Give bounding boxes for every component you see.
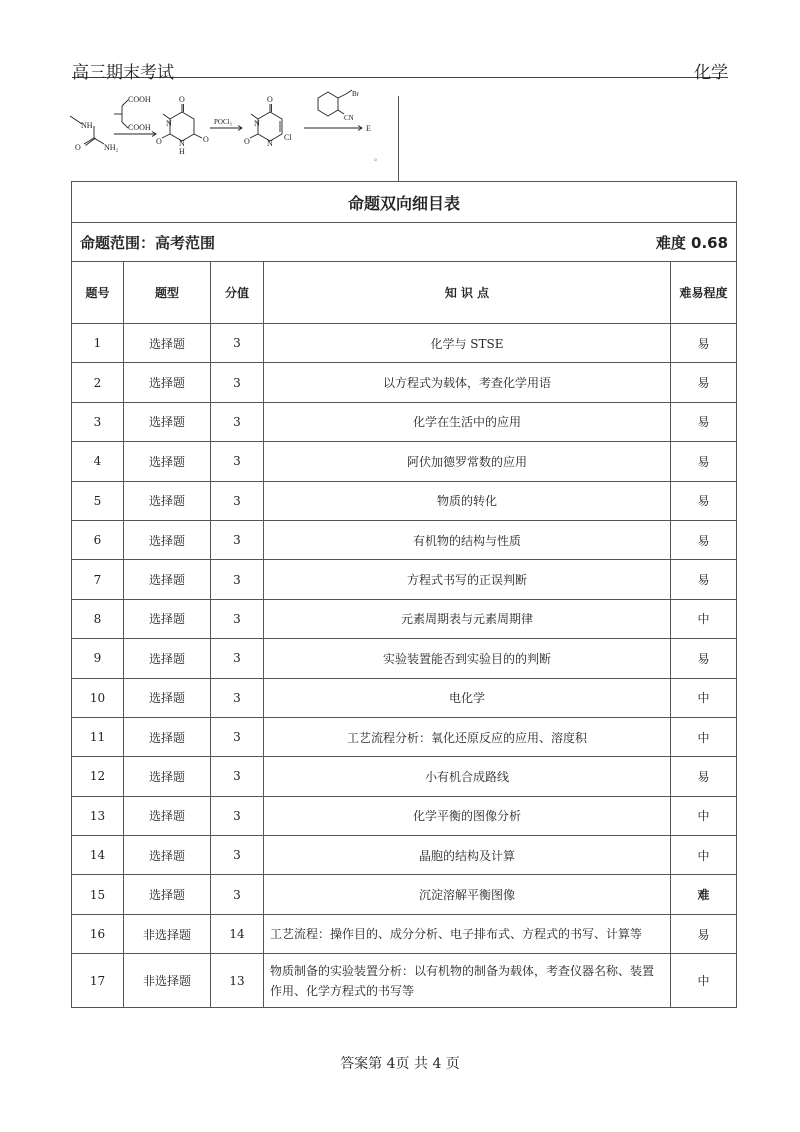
cell-knowledge: 晶胞的结构及计算	[264, 836, 671, 875]
scheme-label-o2: O	[179, 95, 185, 104]
cell-question-no: 2	[72, 363, 124, 402]
cell-knowledge: 有机物的结构与性质	[264, 520, 671, 559]
cell-difficulty: 易	[671, 402, 737, 441]
cell-difficulty: 易	[671, 914, 737, 953]
cell-knowledge: 沉淀溶解平衡图像	[264, 875, 671, 914]
header-no: 题号	[72, 262, 124, 324]
scheme-label-cl: Cl	[284, 133, 292, 142]
cell-score: 3	[211, 757, 264, 796]
cell-question-type: 选择题	[124, 678, 211, 717]
cell-difficulty: 中	[671, 954, 737, 1008]
cell-question-no: 17	[72, 954, 124, 1008]
cell-question-no: 14	[72, 836, 124, 875]
cell-knowledge: 以方程式为载体，考查化学用语	[264, 363, 671, 402]
scheme-label-n2: N	[179, 139, 185, 148]
scheme-label-o4: O	[203, 135, 209, 144]
scheme-label-br: Br	[352, 90, 359, 98]
scheme-label-e: E	[366, 124, 371, 133]
cell-difficulty: 易	[671, 757, 737, 796]
cell-knowledge: 电化学	[264, 678, 671, 717]
cell-score: 13	[211, 954, 264, 1008]
cell-score: 3	[211, 402, 264, 441]
table-row	[72, 402, 737, 441]
table-row	[72, 481, 737, 520]
cell-score: 3	[211, 363, 264, 402]
cell-question-type: 选择题	[124, 363, 211, 402]
header-score: 分值	[211, 262, 264, 324]
cell-score: 3	[211, 481, 264, 520]
cell-difficulty: 易	[671, 481, 737, 520]
scheme-label-cooh2: COOH	[128, 123, 151, 132]
cell-difficulty: 易	[671, 363, 737, 402]
cell-knowledge: 阿伏加德罗常数的应用	[264, 442, 671, 481]
scheme-label-o1: O	[75, 143, 81, 152]
cell-difficulty: 中	[671, 678, 737, 717]
cell-question-type: 非选择题	[124, 914, 211, 953]
reaction-scheme	[64, 88, 404, 178]
cell-score: 3	[211, 560, 264, 599]
table-row	[72, 717, 737, 756]
cell-score: 3	[211, 678, 264, 717]
cell-question-type: 选择题	[124, 520, 211, 559]
cell-difficulty: 易	[671, 560, 737, 599]
scheme-label-cooh1: COOH	[128, 95, 151, 104]
cell-question-type: 选择题	[124, 639, 211, 678]
cell-score: 3	[211, 836, 264, 875]
table-row	[72, 599, 737, 638]
cell-question-type: 选择题	[124, 560, 211, 599]
cell-score: 3	[211, 639, 264, 678]
table-row	[72, 678, 737, 717]
scheme-label-nh2: NH₂	[104, 143, 119, 152]
scheme-label-n3: N	[254, 119, 260, 128]
cell-difficulty: 易	[671, 520, 737, 559]
cell-question-type: 选择题	[124, 324, 211, 363]
cell-question-type: 选择题	[124, 757, 211, 796]
table-row	[72, 324, 737, 363]
difficulty-label: 难度 0.68	[264, 223, 737, 262]
table-row	[72, 836, 737, 875]
cell-question-no: 8	[72, 599, 124, 638]
cell-question-no: 4	[72, 442, 124, 481]
cell-question-no: 9	[72, 639, 124, 678]
cell-knowledge: 物质的转化	[264, 481, 671, 520]
scheme-label-nh: NH	[81, 121, 93, 130]
cell-knowledge: 化学在生活中的应用	[264, 402, 671, 441]
table-row	[72, 954, 737, 1008]
exam-title: 高三期末考试	[72, 63, 174, 83]
scheme-label-o3: O	[156, 137, 162, 146]
cell-knowledge: 工艺流程分析：氧化还原反应的应用、溶度积	[264, 717, 671, 756]
table-row	[72, 560, 737, 599]
page-header	[72, 56, 728, 83]
cell-knowledge: 元素周期表与元素周期律	[264, 599, 671, 638]
header-knowledge: 知 识 点	[264, 262, 671, 324]
cell-question-type: 选择题	[124, 402, 211, 441]
cell-score: 3	[211, 717, 264, 756]
cell-question-no: 5	[72, 481, 124, 520]
table-row	[72, 442, 737, 481]
cell-question-no: 12	[72, 757, 124, 796]
scheme-label-o6: O	[244, 137, 250, 146]
cell-question-type: 选择题	[124, 599, 211, 638]
cell-question-type: 选择题	[124, 442, 211, 481]
cell-difficulty: 中	[671, 599, 737, 638]
cell-question-no: 15	[72, 875, 124, 914]
scope-label: 命题范围：高考范围	[72, 223, 264, 262]
cell-difficulty: 中	[671, 796, 737, 835]
cell-score: 14	[211, 914, 264, 953]
cell-difficulty: 易	[671, 324, 737, 363]
scheme-label-o5: O	[267, 95, 273, 104]
cell-knowledge: 化学平衡的图像分析	[264, 796, 671, 835]
cell-question-no: 10	[72, 678, 124, 717]
table-row	[72, 757, 737, 796]
cell-question-no: 13	[72, 796, 124, 835]
table-row	[72, 520, 737, 559]
scheme-label-cn: CN	[344, 114, 354, 122]
cell-knowledge: 小有机合成路线	[264, 757, 671, 796]
table-row	[72, 639, 737, 678]
table-header-row	[72, 262, 737, 324]
cell-score: 3	[211, 520, 264, 559]
subject-label: 化学	[694, 63, 728, 83]
cell-question-no: 1	[72, 324, 124, 363]
cell-difficulty: 易	[671, 639, 737, 678]
spec-table	[71, 181, 736, 1008]
cell-question-type: 非选择题	[124, 954, 211, 1008]
cell-knowledge: 工艺流程：操作目的、成分分析、电子排布式、方程式的书写、计算等	[264, 914, 671, 953]
scheme-label-n1: N	[166, 119, 172, 128]
cell-question-no: 7	[72, 560, 124, 599]
scheme-label-n4: N	[267, 139, 273, 148]
cell-knowledge: 方程式书写的正误判断	[264, 560, 671, 599]
cell-knowledge: 实验装置能否到实验目的的判断	[264, 639, 671, 678]
header-level: 难易程度	[671, 262, 737, 324]
cell-score: 3	[211, 324, 264, 363]
table-row	[72, 914, 737, 953]
cell-question-type: 选择题	[124, 875, 211, 914]
cell-question-no: 3	[72, 402, 124, 441]
scheme-label-h: H	[179, 147, 185, 156]
cell-question-type: 选择题	[124, 796, 211, 835]
table-row	[72, 875, 737, 914]
scheme-label-pocl3: POCl₃	[214, 118, 233, 126]
table-row	[72, 796, 737, 835]
cell-question-no: 16	[72, 914, 124, 953]
cell-question-type: 选择题	[124, 717, 211, 756]
cell-knowledge: 物质制备的实验装置分析：以有机物的制备为载体，考查仪器名称、装置作用、化学方程式的书写等	[264, 954, 671, 1008]
cell-question-no: 11	[72, 717, 124, 756]
table-title: 命题双向细目表	[72, 182, 737, 223]
cell-score: 3	[211, 875, 264, 914]
cell-difficulty: 易	[671, 442, 737, 481]
cell-score: 3	[211, 796, 264, 835]
cell-difficulty: 难	[671, 875, 737, 914]
cell-question-no: 6	[72, 520, 124, 559]
cell-score: 3	[211, 599, 264, 638]
vertical-divider	[398, 96, 399, 182]
page-footer: 答案第 4页 共 4 页	[340, 1056, 460, 1072]
cell-difficulty: 中	[671, 836, 737, 875]
table-row	[72, 363, 737, 402]
cell-score: 3	[211, 442, 264, 481]
cell-knowledge: 化学与 STSE	[264, 324, 671, 363]
scheme-label-period: 。	[374, 153, 382, 162]
cell-question-type: 选择题	[124, 836, 211, 875]
cell-difficulty: 中	[671, 717, 737, 756]
cell-question-type: 选择题	[124, 481, 211, 520]
header-type: 题型	[124, 262, 211, 324]
